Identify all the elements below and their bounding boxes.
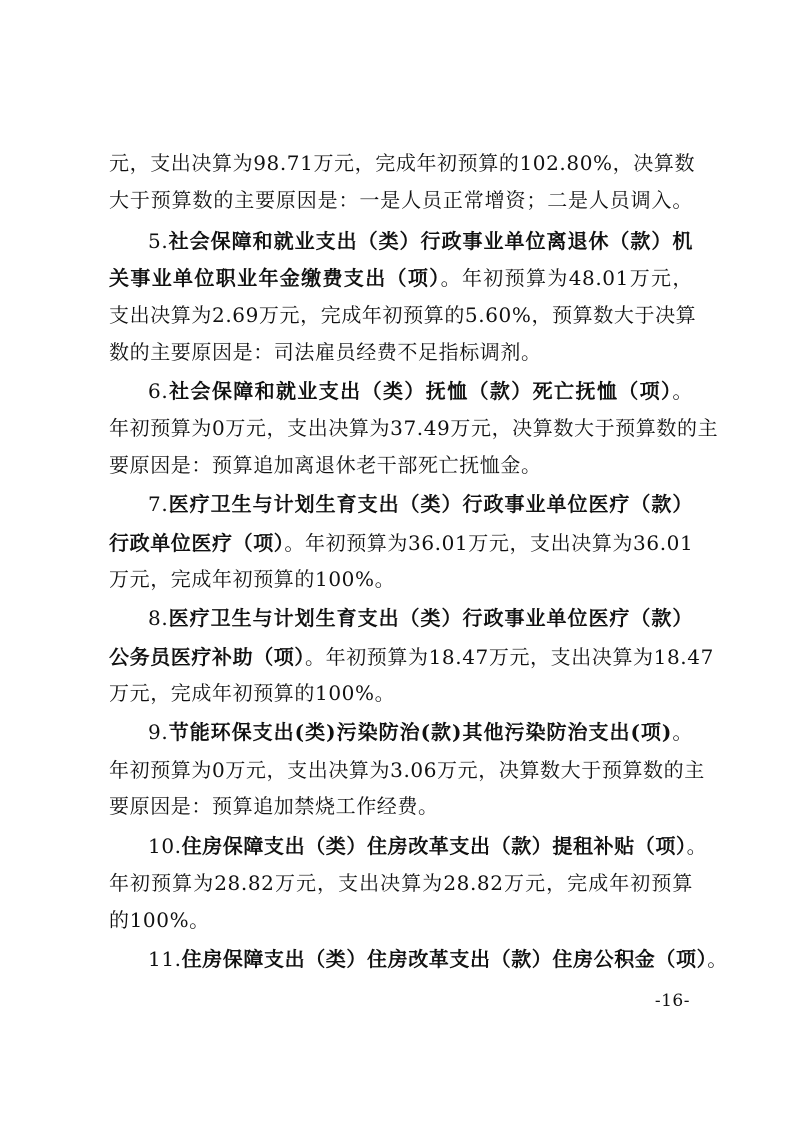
paragraph-text: 。年初预算为36.01万元，支出决算为36.01 [284, 531, 694, 555]
text-line [109, 415, 719, 441]
item-number: 9. [148, 720, 169, 744]
text-line [109, 530, 693, 556]
paragraph-text: 要原因是：预算追加禁烧工作经费。 [109, 794, 439, 818]
item-heading: 公务员医疗补助（项） [109, 645, 305, 669]
item-heading: 节能环保支出(类)污染防治(款)其他污染防治支出(项) [168, 720, 672, 744]
text-line [109, 566, 693, 592]
item-heading: 社会保障和就业支出（类）行政事业单位离退休（款）机 [168, 229, 693, 253]
paragraph-text: 年初预算为0万元，支出决算为37.49万元，决算数大于预算数的主 [109, 416, 719, 440]
paragraph-text: 。 [672, 720, 693, 744]
item-number: 5. [148, 229, 169, 253]
paragraph-heading-line [148, 605, 693, 631]
item-heading: 行政单位医疗（项） [109, 531, 285, 555]
item-heading: 关事业单位职业年金缴费支出（项） [109, 266, 441, 290]
paragraph-text: 。年初预算为18.47万元，支出决算为18.47 [305, 645, 714, 669]
item-heading: 医疗卫生与计划生育支出（类）行政事业单位医疗（款） [168, 606, 693, 630]
paragraph-heading-line [148, 946, 728, 972]
item-heading: 住房保障支出（类）住房改革支出（款）住房公积金（项） [181, 947, 708, 971]
paragraph-text: 年初预算为28.82万元，支出决算为28.82万元，完成年初预算 [109, 871, 693, 895]
item-number: 7. [148, 492, 169, 516]
text-line [109, 302, 697, 328]
paragraph-text: 的100%。 [109, 908, 210, 932]
paragraph-heading-line [148, 378, 693, 404]
text-line [109, 452, 693, 478]
text-line [109, 757, 705, 783]
text-line [109, 793, 693, 819]
text-line [109, 265, 693, 291]
paragraph-heading-line [148, 833, 708, 859]
item-heading: 社会保障和就业支出（类）抚恤（款）死亡抚恤（项） [168, 379, 673, 403]
paragraph-text: 支出决算为2.69万元，完成年初预算的5.60%，预算数大于决算 [109, 303, 697, 327]
paragraph-text: 。 [672, 379, 693, 403]
paragraph-text: 年初预算为0万元，支出决算为3.06万元，决算数大于预算数的主 [109, 758, 705, 782]
item-heading: 医疗卫生与计划生育支出（类）行政事业单位医疗（款） [168, 492, 693, 516]
item-number: 10. [148, 834, 182, 858]
item-number: 8. [148, 606, 169, 630]
paragraph-text: 要原因是：预算追加离退休老干部死亡抚恤金。 [109, 453, 542, 477]
paragraph-text: 大于预算数的主要原因是：一是人员正常增资；二是人员调入。 [109, 188, 693, 212]
text-line [109, 339, 693, 365]
paragraph-text: 元，支出决算为98.71万元，完成年初预算的102.80%，决算数 [109, 151, 696, 175]
item-heading: 住房保障支出（类）住房改革支出（款）提租补贴（项） [181, 834, 687, 858]
paragraph-text: 。 [686, 834, 708, 858]
text-line [109, 680, 693, 706]
item-number: 11. [148, 947, 182, 971]
paragraph-text: 万元，完成年初预算的100%。 [109, 681, 396, 705]
paragraph-heading-line [148, 719, 693, 745]
text-line [109, 150, 696, 176]
text-line [109, 644, 714, 670]
paragraph-heading-line [148, 491, 693, 517]
page-number: -16- [654, 991, 690, 1011]
item-number: 6. [148, 379, 169, 403]
paragraph-text: 数的主要原因是：司法雇员经费不足指标调剂。 [109, 340, 542, 364]
text-line [109, 907, 693, 933]
paragraph-text: 。年初预算为48.01万元， [440, 266, 693, 290]
paragraph-text: 。 [707, 947, 728, 971]
paragraph-text: 万元，完成年初预算的100%。 [109, 567, 396, 591]
paragraph-heading-line [148, 228, 693, 254]
text-line [109, 187, 693, 213]
text-line [109, 870, 693, 896]
